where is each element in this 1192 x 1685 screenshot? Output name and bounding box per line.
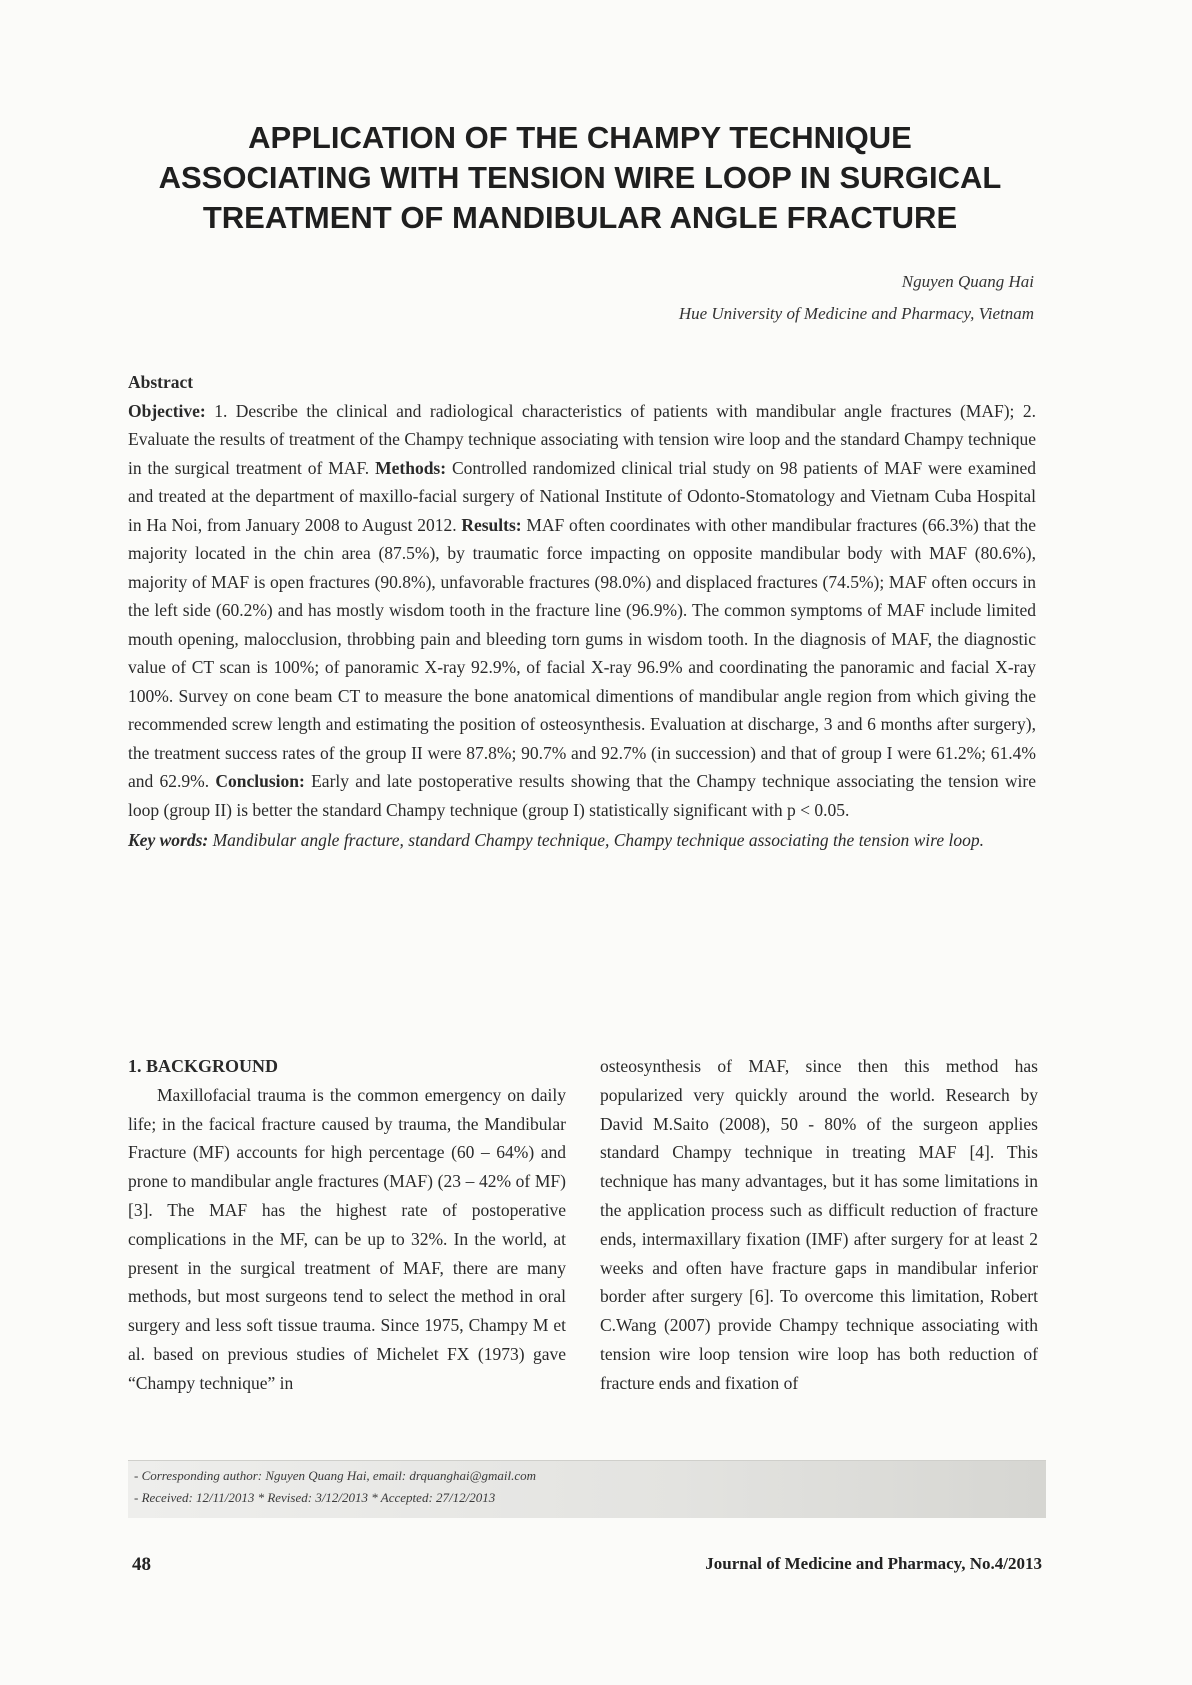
left-column [128,1052,566,1398]
right-column [600,1052,1038,1398]
background-paragraph-right: osteosynthesis of MAF, since then this method has popularized very quickly around the world. Research by David M.Saito (2008), 50 - 80% of the surgeon applies standard Champy technique in treating MAF [4]. This technique has many advantages, but it has some limitations in the application process such as difficult reduction of fracture ends, intermaxillary fixation (IMF) after surgery for at least 2 weeks and often have fracture gaps in mandibular inferior border after surgery [6]. To overcome this limitation, Robert C.Wang (2007) provide Champy technique associating with tension wire loop tension wire loop has both reduction of fracture ends and fixation of [600,1056,1038,1393]
title-line-3: TREATMENT OF MANDIBULAR ANGLE FRACTURE [202,200,958,235]
keywords [128,826,1036,855]
conclusion-label: Conclusion: [215,771,305,791]
author-affiliation: Hue University of Medicine and Pharmacy, Vietnam [678,304,1034,323]
footnote-dates: - Received: 12/11/2013 * Revised: 3/12/2013 * Accepted: 27/12/2013 [134,1490,496,1505]
conclusion-text: Early and late postoperative results showing that the Champy technique associating the tension wire loop (group II) is better the standard Champy technique (group I) statistically significant with p < 0.05. [128,771,1036,820]
article-title [120,118,1040,238]
abstract [128,368,1036,855]
keywords-label: Key words: [128,830,209,850]
background-paragraph-left: Maxillofacial trauma is the common emergency on daily life; in the facical fracture caused by trauma, the Mandibular Fracture (MF) accounts for high percentage (60 – 64%) and prone to mandibular angle fractures (MAF) (23 – 42% of MF) [3]. The MAF has the highest rate of postoperative complications in the MF, can be up to 32%. In the world, at present in the surgical treatment of MAF, there are many methods, but most surgeons tend to select the method in oral surgery and less soft tissue trauma. Since 1975, Champy M et al. based on previous studies of Michelet FX (1973) gave “Champy technique” in [128,1084,566,1393]
objective-text: 1. Describe the clinical and radiological characteristics of patients with mandibular angle fractures (MAF); 2. Evaluate the results of treatment of the Champy technique associating with tension wire loop and the standard Champy technique in the surgical treatment of MAF. [128,400,1036,478]
methods-label: Methods: [375,457,447,478]
keywords-text: Mandibular angle fracture, standard Champy technique, Champy technique associating the tension wire loop. [208,830,984,850]
results-text: MAF often coordinates with other mandibular fractures (66.3%) that the majority located in the chin area (87.5%), by traumatic force impacting on opposite mandibular body with MAF (80.6%), majority of MAF is open fractures (90.8%), unfavorable fractures (98.0%) and displaced fractures (74.5%); MAF often occurs in the left side (60.2%) and has mostly wisdom tooth in the fracture line (96.9%). The common symptoms of MAF include limited mouth opening, malocclusion, throbbing pain and bleeding torn gums in wisdom tooth. In the diagnosis of MAF, the diagnostic value of CT scan is 100%; of panoramic X-ray 92.9%, of facial X-ray 96.9% and coordinating the panoramic and facial X-ray 100%. Survey on cone beam CT to measure the bone anatomical dimentions of mandibular angle region from which giving the recommended screw length and estimating the position of osteosynthesis. Evaluation at discharge, 3 and 6 months after surgery), the treatment success rates of the group II were 87.8%; 90.7% and 92.7% (in succession) and that of group I were 61.2%; 61.4% and 62.9%. [128,514,1036,791]
journal-footer: Journal of Medicine and Pharmacy, No.4/2013 [705,1554,1042,1573]
title-line-1: APPLICATION OF THE CHAMPY TECHNIQUE [248,120,912,155]
abstract-heading: Abstract [128,372,194,392]
title-line-2: ASSOCIATING WITH TENSION WIRE LOOP IN SURGICAL [158,160,1002,195]
objective-label: Objective: [128,400,206,421]
author-name: Nguyen Quang Hai [901,272,1034,291]
footnote-box [128,1460,1046,1518]
footnote-corresponding-author: - Corresponding author: Nguyen Quang Hai, email: drquanghai@gmail.com [134,1468,537,1483]
methods-text: Controlled randomized clinical trial study on 98 patients of MAF were examined and treated at the department of maxillo-facial surgery of National Institute of Odonto-Stomatology and Vietnam Cuba Hospital in Ha Noi, from January 2008 to August 2012. [128,457,1036,535]
page-number: 48 [132,1554,151,1575]
results-label: Results: [461,514,522,535]
section-heading-background: 1. BACKGROUND [128,1056,279,1076]
